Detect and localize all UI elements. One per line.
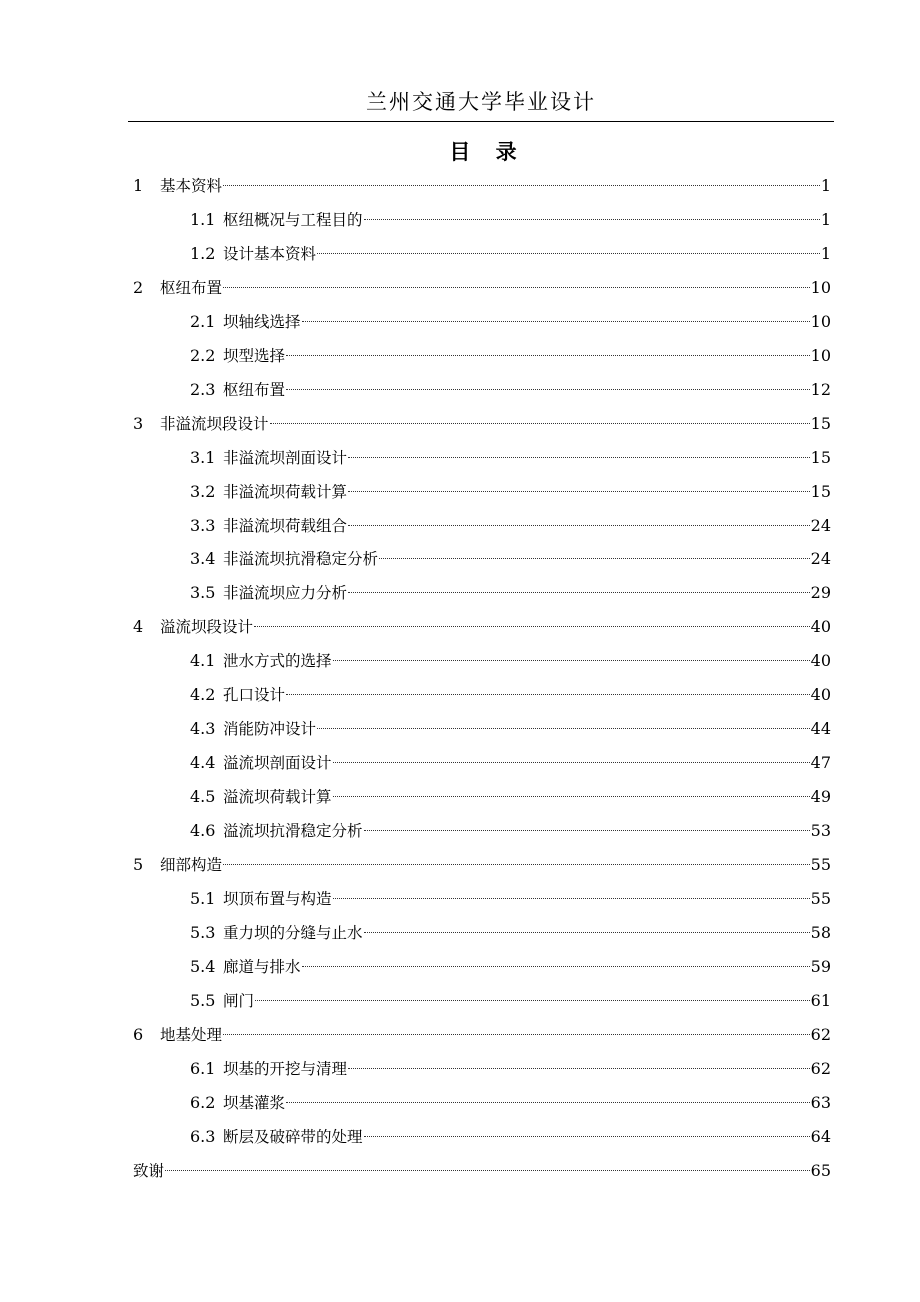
toc-leader-dots xyxy=(165,1170,810,1171)
toc-entry-label: 溢流坝荷载计算 xyxy=(223,788,332,806)
toc-entry-number: 3.4 xyxy=(190,549,216,568)
toc-leader-dots xyxy=(364,1136,810,1137)
toc-entry-label: 泄水方式的选择 xyxy=(223,652,332,670)
toc-entry-label: 非溢流坝应力分析 xyxy=(223,584,348,602)
toc-section-entry[interactable] xyxy=(133,174,831,198)
toc-entry-page-number: 1 xyxy=(820,244,831,263)
toc-entry-page-number: 15 xyxy=(810,448,831,467)
toc-leader-dots xyxy=(223,864,810,865)
toc-subsection-entry[interactable] xyxy=(190,480,831,504)
toc-entry-label: 非溢流坝荷载计算 xyxy=(223,483,348,501)
toc-entry-label: 溢流坝抗滑稳定分析 xyxy=(223,822,363,840)
toc-subsection-entry[interactable] xyxy=(190,751,831,775)
toc-subsection-entry[interactable] xyxy=(190,785,831,809)
toc-entry-page-number: 40 xyxy=(810,685,831,704)
toc-back-matter-entry[interactable] xyxy=(133,1159,831,1183)
toc-leader-dots xyxy=(364,932,810,933)
toc-entry-page-number: 12 xyxy=(810,380,831,399)
toc-entry-page-number: 65 xyxy=(810,1161,831,1180)
toc-subsection-entry[interactable] xyxy=(190,242,831,266)
toc-entry-number: 6.2 xyxy=(190,1093,216,1112)
toc-entry-number: 5.3 xyxy=(190,923,216,942)
toc-entry-page-number: 59 xyxy=(810,957,831,976)
toc-entry-label: 断层及破碎带的处理 xyxy=(223,1128,363,1146)
toc-entry-page-number: 61 xyxy=(810,991,831,1010)
toc-entry-label: 坝型选择 xyxy=(223,347,286,365)
toc-entry-number: 5.4 xyxy=(190,957,216,976)
toc-entry-page-number: 40 xyxy=(810,651,831,670)
toc-leader-dots xyxy=(348,491,810,492)
toc-subsection-entry[interactable] xyxy=(190,344,831,368)
toc-entry-number: 2.3 xyxy=(190,380,216,399)
toc-entry-label: 溢流坝剖面设计 xyxy=(223,754,332,772)
toc-entry-label: 枢纽布置 xyxy=(223,381,286,399)
toc-subsection-entry[interactable] xyxy=(190,819,831,843)
toc-subsection-entry[interactable] xyxy=(190,208,831,232)
toc-leader-dots xyxy=(223,287,810,288)
toc-entry-label: 非溢流坝剖面设计 xyxy=(223,449,348,467)
toc-entry-number: 4 xyxy=(133,617,144,636)
toc-subsection-entry[interactable] xyxy=(190,378,831,402)
toc-entry-number: 5.1 xyxy=(190,889,216,908)
toc-entry-number: 5 xyxy=(133,855,144,874)
toc-leader-dots xyxy=(333,898,810,899)
toc-entry-page-number: 47 xyxy=(810,753,831,772)
toc-entry-label: 孔口设计 xyxy=(223,686,286,704)
toc-entry-page-number: 1 xyxy=(820,210,831,229)
toc-entry-number: 6 xyxy=(133,1025,144,1044)
toc-section-entry[interactable] xyxy=(133,412,831,436)
toc-leader-dots xyxy=(317,728,810,729)
toc-entry-label: 消能防冲设计 xyxy=(223,720,317,738)
toc-entry-label: 闸门 xyxy=(223,992,255,1010)
toc-entry-page-number: 10 xyxy=(810,346,831,365)
toc-entry-number: 3.2 xyxy=(190,482,216,501)
toc-leader-dots xyxy=(286,1102,810,1103)
toc-leader-dots xyxy=(348,1068,810,1069)
toc-entry-number: 4.2 xyxy=(190,685,216,704)
toc-subsection-entry[interactable] xyxy=(190,717,831,741)
toc-entry-number: 3.5 xyxy=(190,583,216,602)
toc-leader-dots xyxy=(255,1000,810,1001)
toc-subsection-entry[interactable] xyxy=(190,310,831,334)
toc-entry-page-number: 49 xyxy=(810,787,831,806)
toc-entry-page-number: 15 xyxy=(810,482,831,501)
toc-entry-label: 坝轴线选择 xyxy=(223,313,301,331)
toc-leader-dots xyxy=(286,355,810,356)
toc-entry-page-number: 1 xyxy=(820,176,831,195)
toc-subsection-entry[interactable] xyxy=(190,649,831,673)
toc-leader-dots xyxy=(254,626,810,627)
toc-leader-dots xyxy=(223,185,820,186)
toc-entry-label: 坝基灌浆 xyxy=(223,1094,286,1112)
toc-entry-number: 4.6 xyxy=(190,821,216,840)
toc-entry-label: 设计基本资料 xyxy=(223,245,317,263)
toc-leader-dots xyxy=(364,830,810,831)
toc-entry-page-number: 53 xyxy=(810,821,831,840)
toc-entry-label: 基本资料 xyxy=(160,177,223,195)
toc-entry-label: 重力坝的分缝与止水 xyxy=(223,924,363,942)
toc-subsection-entry[interactable] xyxy=(190,955,831,979)
toc-entry-page-number: 10 xyxy=(810,278,831,297)
toc-entry-label: 细部构造 xyxy=(160,856,223,874)
toc-entry-page-number: 29 xyxy=(810,583,831,602)
toc-entry-label: 溢流坝段设计 xyxy=(160,618,254,636)
toc-subsection-entry[interactable] xyxy=(190,581,831,605)
toc-subsection-entry[interactable] xyxy=(190,989,831,1013)
toc-entry-label: 非溢流坝段设计 xyxy=(160,415,269,433)
toc-subsection-entry[interactable] xyxy=(190,547,831,571)
toc-entry-number: 3 xyxy=(133,414,144,433)
toc-entry-label: 坝基的开挖与清理 xyxy=(223,1060,348,1078)
toc-leader-dots xyxy=(317,253,820,254)
toc-entry-page-number: 62 xyxy=(810,1059,831,1078)
toc-entry-page-number: 40 xyxy=(810,617,831,636)
toc-entry-number: 6.1 xyxy=(190,1059,216,1078)
toc-leader-dots xyxy=(348,457,810,458)
toc-entry-number: 1.1 xyxy=(190,210,216,229)
toc-subsection-entry[interactable] xyxy=(190,683,831,707)
toc-leader-dots xyxy=(302,321,810,322)
toc-entry-page-number: 24 xyxy=(810,549,831,568)
toc-subsection-entry[interactable] xyxy=(190,1125,831,1149)
toc-entry-number: 2.1 xyxy=(190,312,216,331)
toc-entry-page-number: 63 xyxy=(810,1093,831,1112)
toc-entry-page-number: 55 xyxy=(810,855,831,874)
toc-entry-number: 1 xyxy=(133,176,144,195)
toc-leader-dots xyxy=(333,796,810,797)
toc-entry-page-number: 64 xyxy=(810,1127,831,1146)
toc-entry-label: 地基处理 xyxy=(160,1026,223,1044)
toc-leader-dots xyxy=(364,219,820,220)
toc-entry-number: 2.2 xyxy=(190,346,216,365)
toc-entry-label: 致谢 xyxy=(133,1162,165,1180)
toc-subsection-entry[interactable] xyxy=(190,1091,831,1115)
page-header-title: 兰州交通大学毕业设计 xyxy=(366,90,596,114)
toc-leader-dots xyxy=(286,389,810,390)
toc-entry-label: 坝顶布置与构造 xyxy=(223,890,332,908)
toc-entry-page-number: 24 xyxy=(810,516,831,535)
toc-leader-dots xyxy=(379,558,810,559)
toc-entry-number: 1.2 xyxy=(190,244,216,263)
toc-leader-dots xyxy=(302,966,810,967)
toc-entry-number: 3.3 xyxy=(190,516,216,535)
toc-leader-dots xyxy=(348,592,810,593)
toc-leader-dots xyxy=(286,694,810,695)
toc-subsection-entry[interactable] xyxy=(190,921,831,945)
toc-entry-page-number: 62 xyxy=(810,1025,831,1044)
toc-entry-page-number: 15 xyxy=(810,414,831,433)
toc-entry-label: 廊道与排水 xyxy=(223,958,301,976)
toc-entry-page-number: 55 xyxy=(810,889,831,908)
toc-leader-dots xyxy=(348,525,810,526)
toc-leader-dots xyxy=(270,423,810,424)
toc-entry-number: 4.4 xyxy=(190,753,216,772)
toc-entry-label: 非溢流坝抗滑稳定分析 xyxy=(223,550,379,568)
toc-subsection-entry[interactable] xyxy=(190,1057,831,1081)
toc-section-entry[interactable] xyxy=(133,276,831,300)
toc-entry-label: 枢纽布置 xyxy=(160,279,223,297)
toc-entry-page-number: 10 xyxy=(810,312,831,331)
toc-entry-number: 2 xyxy=(133,278,144,297)
toc-section-entry[interactable] xyxy=(133,615,831,639)
toc-entry-page-number: 44 xyxy=(810,719,831,738)
toc-entry-page-number: 58 xyxy=(810,923,831,942)
toc-entry-label: 非溢流坝荷载组合 xyxy=(223,517,348,535)
toc-leader-dots xyxy=(333,762,810,763)
toc-entry-number: 3.1 xyxy=(190,448,216,467)
toc-subsection-entry[interactable] xyxy=(190,446,831,470)
toc-section-entry[interactable] xyxy=(133,1023,831,1047)
toc-entry-number: 4.3 xyxy=(190,719,216,738)
toc-entry-label: 枢纽概况与工程目的 xyxy=(223,211,363,229)
toc-title: 目 录 xyxy=(449,140,517,164)
toc-subsection-entry[interactable] xyxy=(190,887,831,911)
toc-entry-number: 4.5 xyxy=(190,787,216,806)
toc-subsection-entry[interactable] xyxy=(190,514,831,538)
toc-entry-number: 6.3 xyxy=(190,1127,216,1146)
toc-leader-dots xyxy=(223,1034,810,1035)
toc-entry-number: 5.5 xyxy=(190,991,216,1010)
toc-leader-dots xyxy=(333,660,810,661)
toc-section-entry[interactable] xyxy=(133,853,831,877)
toc-entry-number: 4.1 xyxy=(190,651,216,670)
